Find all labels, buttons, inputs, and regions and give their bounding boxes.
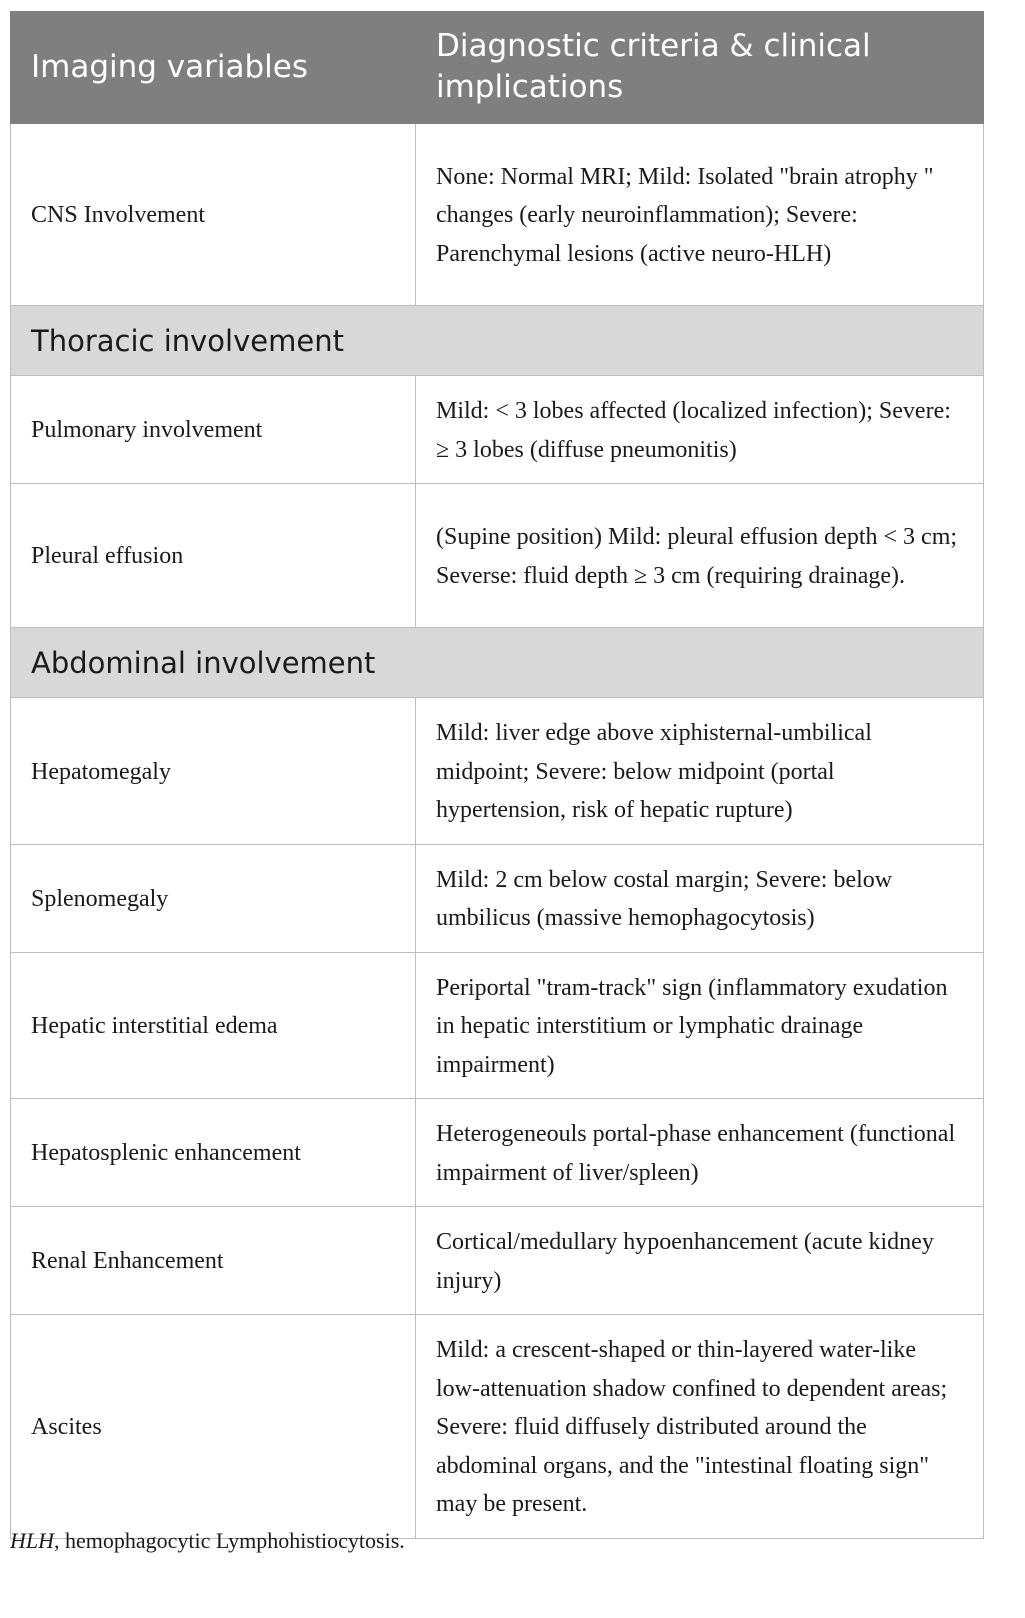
variable-cell: Renal Enhancement <box>11 1207 416 1315</box>
variable-cell: Hepatic interstitial edema <box>11 952 416 1099</box>
criteria-cell: None: Normal MRI; Mild: Isolated "brain atrophy " changes (early neuroinflammation); Severe: Parenchymal lesions (active neuro-HLH) <box>416 124 984 306</box>
table-row <box>11 1315 984 1539</box>
variable-cell: Pleural effusion <box>11 484 416 628</box>
table-footnote <box>10 1526 405 1556</box>
section-row-thoracic <box>11 306 984 376</box>
section-label: Abdominal involvement <box>11 628 984 698</box>
criteria-cell: Cortical/medullary hypoenhancement (acute kidney injury) <box>416 1207 984 1315</box>
table-row <box>11 124 984 306</box>
table-row <box>11 1099 984 1207</box>
section-row-abdominal <box>11 628 984 698</box>
section-label: Thoracic involvement <box>11 306 984 376</box>
table-row <box>11 1207 984 1315</box>
criteria-cell: (Supine position) Mild: pleural effusion depth < 3 cm; Severse: fluid depth ≥ 3 cm (requiring drainage). <box>416 484 984 628</box>
variable-cell: CNS Involvement <box>11 124 416 306</box>
table-row <box>11 952 984 1099</box>
footnote-abbreviation: HLH <box>10 1528 55 1553</box>
variable-cell: Hepatosplenic enhancement <box>11 1099 416 1207</box>
criteria-cell: Mild: 2 cm below costal margin; Severe: below umbilicus (massive hemophagocytosis) <box>416 844 984 952</box>
table-row <box>11 376 984 484</box>
header-imaging-variables: Imaging variables <box>11 12 416 124</box>
imaging-criteria-table <box>10 11 984 1539</box>
footnote-text: , hemophagocytic Lymphohistiocytosis. <box>54 1528 405 1553</box>
variable-cell: Pulmonary involvement <box>11 376 416 484</box>
criteria-cell: Heterogeneouls portal-phase enhancement (functional impairment of liver/spleen) <box>416 1099 984 1207</box>
criteria-cell: Mild: < 3 lobes affected (localized infection); Severe: ≥ 3 lobes (diffuse pneumonitis) <box>416 376 984 484</box>
table-row <box>11 698 984 845</box>
criteria-cell: Mild: a crescent-shaped or thin-layered water-like low-attenuation shadow confined to dependent areas; Severe: fluid diffusely distributed around the abdominal organs, and the "intestinal floating sign" may be present. <box>416 1315 984 1539</box>
variable-cell: Ascites <box>11 1315 416 1539</box>
table-row <box>11 484 984 628</box>
table-row <box>11 844 984 952</box>
table-body <box>11 124 984 1539</box>
criteria-table-container <box>10 11 983 1539</box>
variable-cell: Hepatomegaly <box>11 698 416 845</box>
variable-cell: Splenomegaly <box>11 844 416 952</box>
criteria-cell: Mild: liver edge above xiphisternal-umbilical midpoint; Severe: below midpoint (portal hypertension, risk of hepatic rupture) <box>416 698 984 845</box>
header-row <box>11 12 984 124</box>
criteria-cell: Periportal "tram-track" sign (inflammatory exudation in hepatic interstitium or lymphatic drainage impairment) <box>416 952 984 1099</box>
header-diagnostic-criteria: Diagnostic criteria & clinical implications <box>416 12 984 124</box>
table-header <box>11 12 984 124</box>
